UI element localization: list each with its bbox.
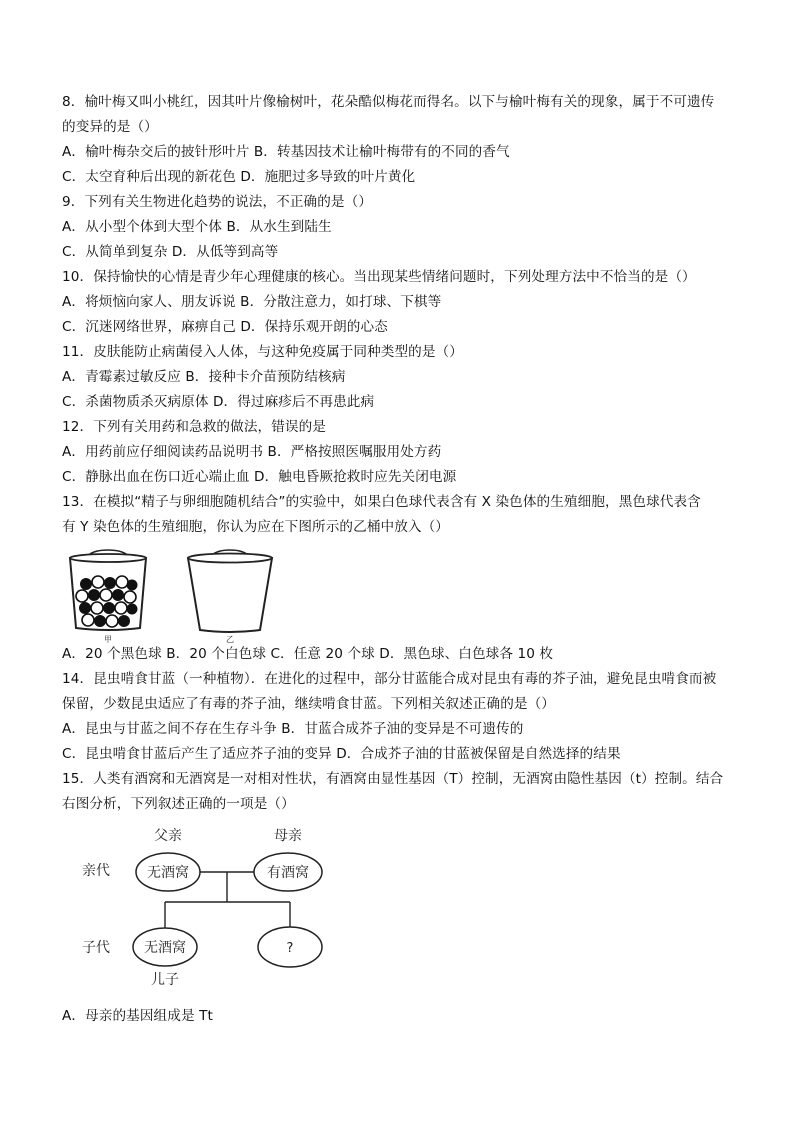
q10-options-cd: C．沉迷网络世界，麻痹自己 D．保持乐观开朗的心态 — [62, 319, 388, 335]
father-label: 父亲 — [154, 828, 182, 844]
q8-options-cd: C．太空育种后出现的新花色 D．施肥过多导致的叶片黄化 — [62, 169, 416, 185]
q14-stem-line2: 保留，少数昆虫适应了有毒的芥子油，继续啃食甘蓝。下列相关叙述正确的是（） — [62, 696, 555, 712]
q13-stem-line2: 有 Y 染色体的生殖细胞，你认为应在下图所示的乙桶中放入（） — [62, 519, 449, 535]
q11-options-ab: A．青霉素过敏反应 B．接种卡介苗预防结核病 — [62, 369, 346, 385]
q13-options: A．20 个黑色球 B．20 个白色球 C．任意 20 个球 D．黑色球、白色球各 10 枚 — [62, 646, 554, 662]
father-trait: 无酒窝 — [147, 865, 189, 881]
q9-options-cd: C．从简单到复杂 D．从低等到高等 — [62, 244, 279, 260]
bucket-jia — [70, 550, 146, 644]
q9-options-ab: A．从小型个体到大型个体 B．从水生到陆生 — [62, 219, 332, 235]
q12-options-cd: C．静脉出血在伤口近心端止血 D．触电昏厥抢救时应先关闭电源 — [62, 469, 457, 485]
child-generation-label: 子代 — [82, 940, 110, 956]
pedigree-figure — [70, 820, 340, 1000]
q11-stem: 11．皮肤能防止病菌侵入人体，与这种免疫属于同种类型的是（） — [62, 344, 463, 360]
q15-stem-line2: 右图分析，下列叙述正确的一项是（） — [62, 796, 295, 812]
q10-options-ab: A．将烦恼向家人、朋友诉说 B．分散注意力，如打球、下棋等 — [62, 294, 442, 310]
bucket-figure — [60, 546, 280, 646]
q14-options-ab: A．昆虫与甘蓝之间不存在生存斗争 B．甘蓝合成芥子油的变异是不可遗传的 — [62, 721, 524, 737]
q15-option-a: A．母亲的基因组成是 Tt — [62, 1008, 213, 1024]
q12-stem: 12．下列有关用药和急救的做法，错误的是 — [62, 419, 326, 435]
q8-stem-line1: 8．榆叶梅又叫小桃红，因其叶片像榆树叶，花朵酷似梅花而得名。以下与榆叶梅有关的现象，属于不可遗传 — [62, 94, 715, 110]
son-trait: 无酒窝 — [144, 940, 186, 956]
son-label: 儿子 — [151, 972, 179, 988]
bucket-jia-label: 甲 — [104, 635, 112, 644]
q14-stem-line1: 14．昆虫啃食甘蓝（一种植物）．在进化的过程中，部分甘蓝能合成对昆虫有毒的芥子油，避免昆虫啃食而被 — [62, 671, 717, 687]
mother-label: 母亲 — [274, 828, 302, 844]
q13-stem-line1: 13．在模拟“精子与卵细胞随机结合”的实验中，如果白色球代表含有 X 染色体的生殖细胞，黑色球代表含 — [62, 494, 701, 510]
parent-generation-label: 亲代 — [82, 863, 110, 879]
q14-options-cd: C．昆虫啃食甘蓝后产生了适应芥子油的变异 D．合成芥子油的甘蓝被保留是自然选择的结果 — [62, 746, 621, 762]
q10-stem: 10．保持愉快的心情是青少年心理健康的核心。当出现某些情绪问题时，下列处理方法中不恰当的是（） — [62, 269, 696, 285]
mother-trait: 有酒窝 — [267, 865, 309, 881]
q11-options-cd: C．杀菌物质杀灭病原体 D．得过麻疹后不再患此病 — [62, 394, 375, 410]
unknown-child-mark: ? — [286, 941, 294, 956]
q12-options-ab: A．用药前应仔细阅读药品说明书 B．严格按照医嘱服用处方药 — [62, 444, 442, 460]
q15-stem-line1: 15．人类有酒窝和无酒窝是一对相对性状，有酒窝由显性基因（T）控制，无酒窝由隐性基因（t）控制。结合 — [62, 771, 724, 787]
q8-stem-line2: 的变异的是（） — [62, 119, 158, 135]
bucket-yi-label: 乙 — [226, 635, 234, 644]
q9-stem: 9．下列有关生物进化趋势的说法，不正确的是（） — [62, 194, 373, 210]
ball-pile — [76, 576, 138, 627]
bucket-yi — [188, 550, 272, 644]
q8-options-ab: A．榆叶梅杂交后的披针形叶片 B．转基因技术让榆叶梅带有的不同的香气 — [62, 144, 510, 160]
